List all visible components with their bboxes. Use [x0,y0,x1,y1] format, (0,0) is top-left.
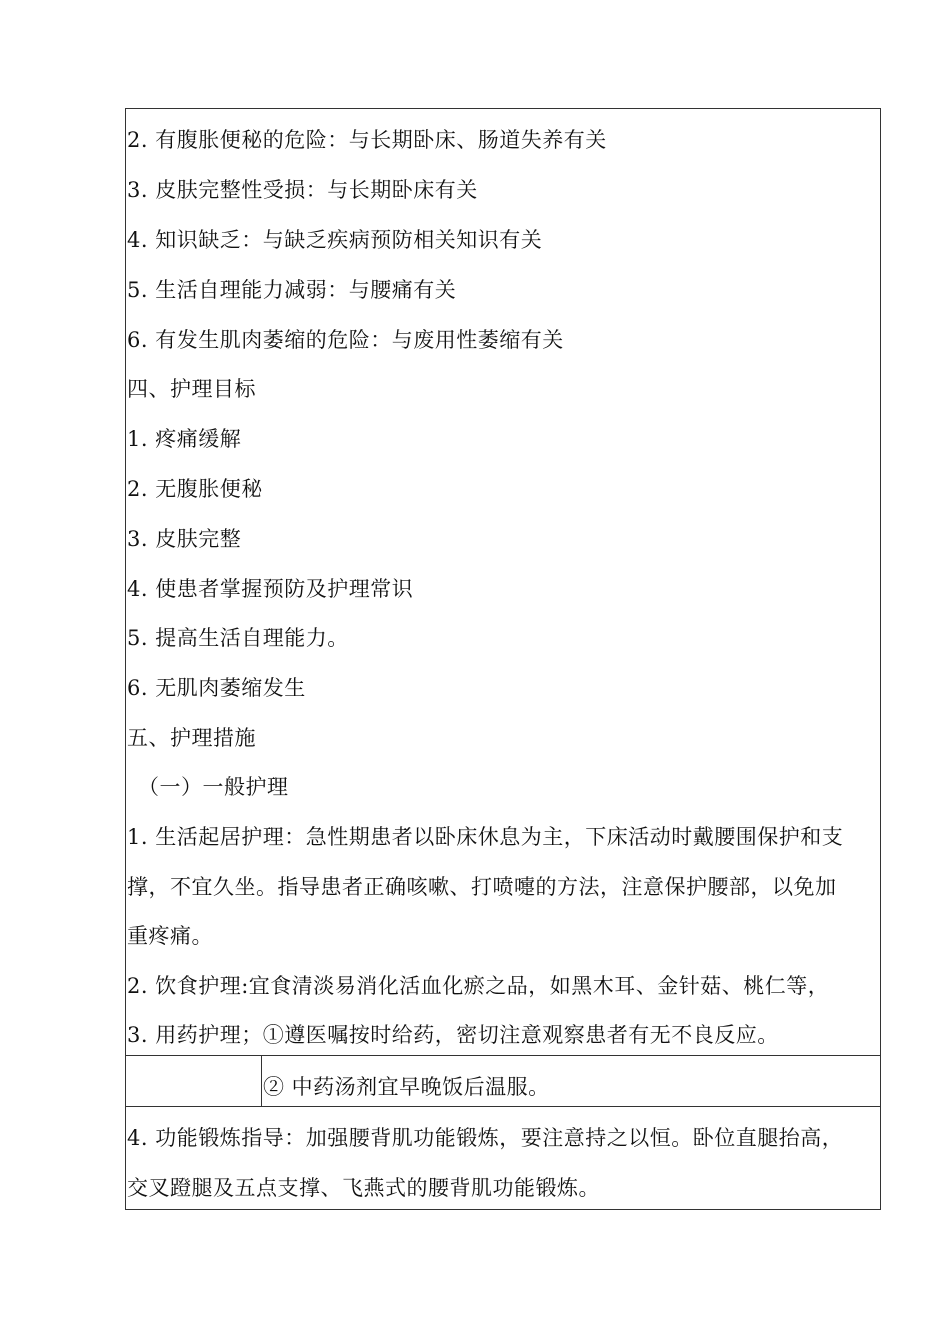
text-line: 重疼痛。 [127,924,213,948]
text-line: 交叉蹬腿及五点支撑、飞燕式的腰背肌功能锻炼。 [127,1176,600,1200]
text-line: 3. 皮肤完整 [127,527,242,551]
text-line: 2. 饮食护理:宜食清淡易消化活血化瘀之品，如黑木耳、金针菇、桃仁等， [127,974,830,998]
text-line: 5. 提高生活自理能力。 [127,626,349,650]
table-cell-empty [125,1055,262,1107]
subsection-heading: （一）一般护理 [138,775,289,799]
text-line: 3. 用药护理；①遵医嘱按时给药，密切注意观察患者有无不良反应。 [127,1023,779,1047]
text-line: 2. 无腹胀便秘 [127,477,263,501]
text-line: 撑，不宜久坐。指导患者正确咳嗽、打喷嚏的方法，注意保护腰部，以免加 [127,875,837,899]
section-heading: 四、护理目标 [127,377,256,401]
text-line: 6. 无肌肉萎缩发生 [127,676,306,700]
section-heading: 五、护理措施 [127,726,256,750]
text-line: 2. 有腹胀便秘的危险：与长期卧床、肠道失养有关 [127,128,607,152]
medication-note-text: ② 中药汤剂宜早晚饭后温服。 [263,1075,550,1099]
text-line: 5. 生活自理能力减弱：与腰痛有关 [127,278,457,302]
text-line: 4. 使患者掌握预防及护理常识 [127,577,414,601]
text-line: 1. 疼痛缓解 [127,427,242,451]
text-line: 4. 功能锻炼指导：加强腰背肌功能锻炼，要注意持之以恒。卧位直腿抬高， [127,1126,844,1150]
text-line: 1. 生活起居护理：急性期患者以卧床休息为主，下床活动时戴腰围保护和支 [127,825,844,849]
text-line: 3. 皮肤完整性受损：与长期卧床有关 [127,178,478,202]
text-line: 4. 知识缺乏：与缺乏疾病预防相关知识有关 [127,228,543,252]
text-line: 6. 有发生肌肉萎缩的危险：与废用性萎缩有关 [127,328,564,352]
